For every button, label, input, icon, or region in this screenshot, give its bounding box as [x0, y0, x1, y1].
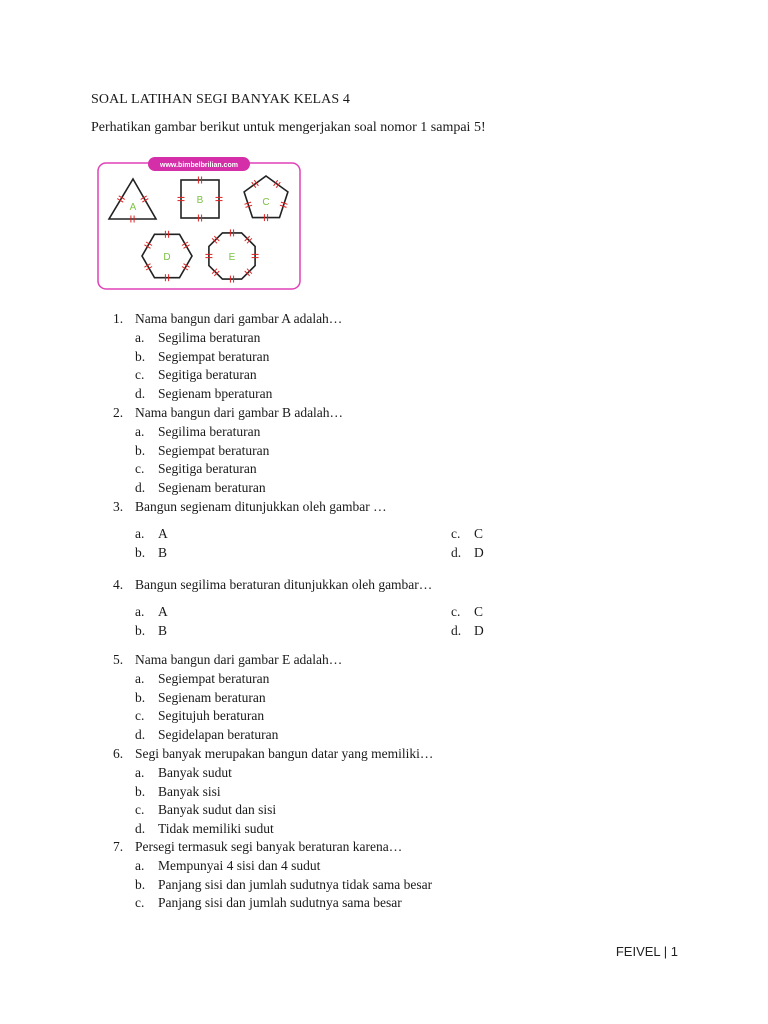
page-footer: FEIVEL | 1	[615, 944, 678, 959]
option-letter: d.	[135, 821, 146, 837]
shape-label-b: B	[196, 195, 204, 206]
option-text: Segienam beraturan	[158, 689, 266, 705]
instruction-text: Perhatikan gambar berikut untuk mengerjakan soal nomor 1 sampai 5!	[91, 120, 486, 135]
option-letter: a.	[135, 329, 145, 345]
option-letter: a.	[135, 604, 145, 619]
option-text: Segitujuh beraturan	[158, 708, 265, 724]
shape-label-a: A	[129, 202, 137, 213]
option-letter: d.	[135, 480, 146, 496]
option-text: Segitiga beraturan	[158, 461, 257, 477]
option-text: C	[474, 526, 484, 541]
option-text: D	[474, 622, 484, 638]
shape-label-d: D	[163, 252, 171, 263]
option-text: A	[158, 526, 168, 541]
option-text: Banyak sudut dan sisi	[158, 802, 277, 818]
option-text: D	[474, 544, 484, 560]
option-letter: a.	[135, 423, 145, 439]
option-text: C	[474, 604, 484, 619]
option-letter: a.	[135, 857, 145, 873]
option-letter: c.	[135, 367, 145, 383]
option-letter: b.	[135, 442, 146, 458]
option-text: Segienam bperaturan	[158, 386, 273, 402]
option-text: Panjang sisi dan jumlah sudutnya sama besar	[158, 895, 402, 911]
option-text: Mempunyai 4 sisi dan 4 sudut	[158, 857, 321, 873]
option-text: Tidak memiliki sudut	[158, 821, 274, 837]
question-text: Nama bangun dari gambar B adalah…	[135, 405, 344, 420]
question-number: 1.	[113, 311, 124, 326]
option-text: Banyak sudut	[158, 764, 232, 780]
option-letter: d.	[451, 544, 462, 560]
option-text: Segienam beraturan	[158, 480, 266, 496]
option-letter: b.	[135, 622, 146, 638]
option-text: Segiempat beraturan	[158, 442, 270, 458]
option-letter: c.	[135, 708, 145, 724]
option-letter: c.	[451, 604, 461, 619]
option-text: Segitiga beraturan	[158, 367, 257, 383]
option-text: Panjang sisi dan jumlah sudutnya tidak sama besar	[158, 876, 433, 892]
option-text: Segilima beraturan	[158, 329, 261, 345]
question-text: Nama bangun dari gambar E adalah…	[135, 652, 343, 667]
option-text: Segiempat beraturan	[158, 670, 270, 686]
question-number: 2.	[113, 405, 124, 420]
option-letter: b.	[135, 689, 146, 705]
option-letter: c.	[135, 895, 145, 911]
question-text: Segi banyak merupakan bangun datar yang memiliki…	[135, 746, 434, 761]
question-text: Bangun segienam ditunjukkan oleh gambar …	[135, 499, 387, 514]
option-letter: d.	[135, 386, 146, 402]
option-letter: b.	[135, 876, 146, 892]
figure-border	[98, 163, 300, 289]
option-letter: b.	[135, 348, 146, 364]
polygon-figure	[97, 155, 301, 291]
question-number: 5.	[113, 652, 124, 667]
option-letter: a.	[135, 526, 145, 541]
option-text: A	[158, 604, 168, 619]
option-letter: d.	[451, 622, 462, 638]
option-letter: a.	[135, 670, 145, 686]
page-title: SOAL LATIHAN SEGI BANYAK KELAS 4	[91, 92, 350, 107]
option-letter: a.	[135, 764, 145, 780]
question-text: Bangun segilima beraturan ditunjukkan oleh gambar…	[135, 577, 433, 592]
option-letter: c.	[135, 461, 145, 477]
option-letter: c.	[135, 802, 145, 818]
option-text: B	[158, 544, 168, 560]
option-letter: d.	[135, 727, 146, 743]
option-letter: c.	[451, 526, 461, 541]
option-text: B	[158, 622, 168, 638]
option-letter: b.	[135, 544, 146, 560]
shape-label-c: C	[262, 197, 270, 208]
question-number: 3.	[113, 499, 124, 514]
question-number: 7.	[113, 839, 124, 854]
shape-label-e: E	[228, 252, 236, 263]
question-number: 6.	[113, 746, 124, 761]
option-text: Banyak sisi	[158, 783, 221, 799]
figure-url: www.bimbelbrilian.com	[160, 162, 238, 169]
question-number: 4.	[113, 577, 124, 592]
option-text: Segidelapan beraturan	[158, 727, 279, 743]
question-text: Nama bangun dari gambar A adalah…	[135, 311, 343, 326]
option-text: Segiempat beraturan	[158, 348, 270, 364]
question-text: Persegi termasuk segi banyak beraturan karena…	[135, 839, 403, 854]
option-text: Segilima beraturan	[158, 423, 261, 439]
option-letter: b.	[135, 783, 146, 799]
